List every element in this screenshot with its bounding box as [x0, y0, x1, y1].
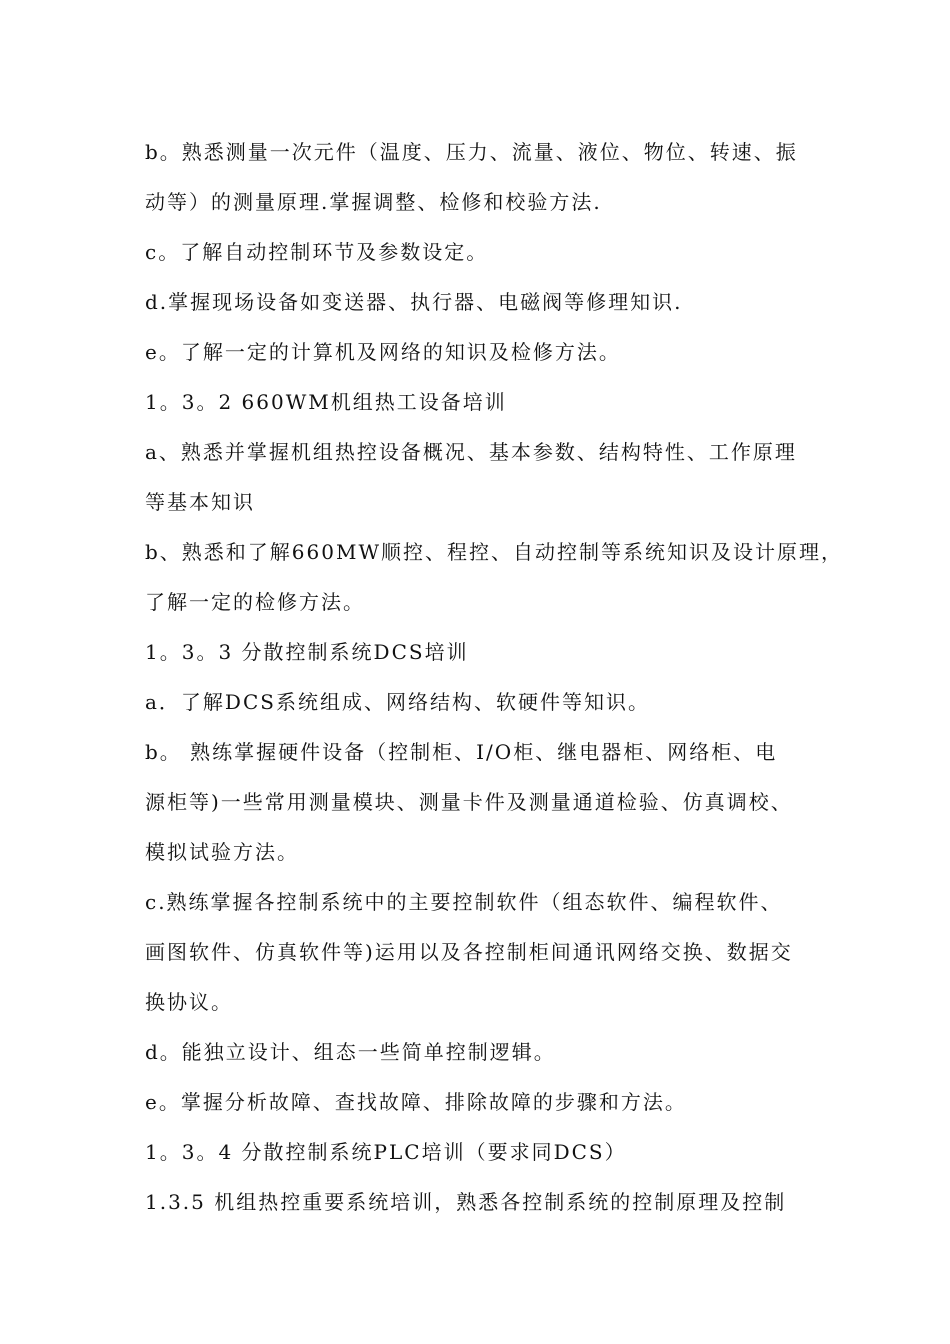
text-line-12: a．了解DCS系统组成、网络结构、软硬件等知识。 [145, 690, 650, 714]
text-line-3: c。了解自动控制环节及参数设定。 [145, 240, 489, 264]
section-heading-1-3-5: 1.3.5 机组热控重要系统培训，熟悉各控制系统的控制原理及控制 [145, 1190, 787, 1214]
text-line-7: a、熟悉并掌握机组热控设备概况、基本参数、结构特性、工作原理 [145, 440, 797, 464]
text-line-9: b、熟悉和了解660MW顺控、程控、自动控制等系统知识及设计原理， [145, 540, 844, 564]
text-line-18: 换协议。 [145, 990, 233, 1014]
text-line-17: 画图软件、仿真软件等)运用以及各控制柜间通讯网络交换、数据交 [145, 940, 793, 964]
text-line-8: 等基本知识 [145, 490, 255, 514]
text-line-2: 动等）的测量原理.掌握调整、检修和校验方法. [145, 190, 602, 214]
text-line-13: b。 熟练掌握硬件设备（控制柜、I/O柜、继电器柜、网络柜、电 [145, 740, 778, 764]
document-body [145, 134, 844, 1234]
text-line-15: 模拟试验方法。 [145, 840, 299, 864]
text-line-10: 了解一定的检修方法。 [145, 590, 365, 614]
section-heading-1-3-2: 1。3。2 660WM机组热工设备培训 [145, 390, 507, 414]
text-line-20: e。掌握分析故障、查找故障、排除故障的步骤和方法。 [145, 1090, 687, 1114]
text-line-19: d。能独立设计、组态一些简单控制逻辑。 [145, 1040, 556, 1064]
text-line-14: 源柜等)一些常用测量模块、测量卡件及测量通道检验、仿真调校、 [145, 790, 793, 814]
text-line-1: b。熟悉测量一次元件（温度、压力、流量、液位、物位、转速、振 [145, 140, 798, 164]
text-line-4: d.掌握现场设备如变送器、执行器、电磁阀等修理知识. [145, 290, 683, 314]
section-heading-1-3-4: 1。3。4 分散控制系统PLC培训（要求同DCS） [145, 1140, 627, 1164]
section-heading-1-3-3: 1。3。3 分散控制系统DCS培训 [145, 640, 469, 664]
text-line-16: c.熟练掌握各控制系统中的主要控制软件（组态软件、编程软件、 [145, 890, 783, 914]
text-line-5: e。了解一定的计算机及网络的知识及检修方法。 [145, 340, 621, 364]
